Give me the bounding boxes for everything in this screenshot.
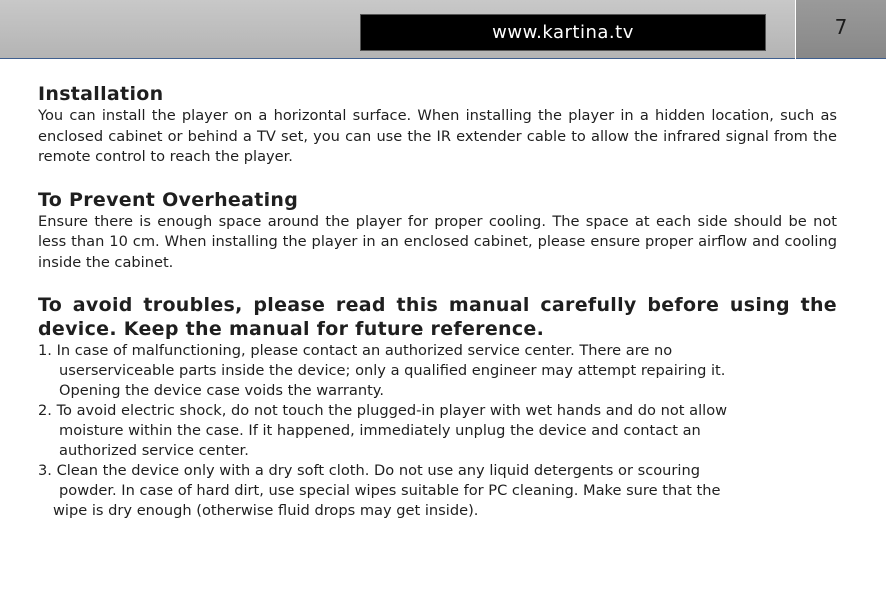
header-bar: [0, 0, 795, 59]
page-content: [38, 82, 837, 521]
list-line: 2. To avoid electric shock, do not touch the plugged-in player with wet hands and do not allow: [38, 402, 728, 419]
installation-heading: Installation: [38, 83, 164, 105]
troubles-heading: To avoid troubles, please read this manual carefully before using the device. Keep the manual for future reference.: [38, 294, 837, 340]
list-line: Opening the device case voids the warranty.: [59, 382, 384, 399]
list-line: authorized service center.: [59, 442, 249, 459]
troubles-section: [38, 293, 837, 521]
list-line: userserviceable parts inside the device; only a qualified engineer may attempt repairing it.: [59, 362, 726, 379]
list-item: [38, 341, 837, 401]
safety-list: [38, 341, 837, 521]
list-line: moisture within the case. If it happened, immediately unplug the device and contact an: [59, 422, 701, 439]
list-line: wipe is dry enough (otherwise fluid drops may get inside).: [53, 502, 479, 519]
overheating-section: [38, 188, 837, 274]
list-line: 1. In case of malfunctioning, please contact an authorized service center. There are no: [38, 342, 673, 359]
list-line: powder. In case of hard dirt, use special wipes suitable for PC cleaning. Make sure that the: [59, 482, 721, 499]
list-item: [38, 461, 837, 521]
installation-text: You can install the player on a horizontal surface. When installing the player in a hidden location, such as enclosed cabinet or behind a TV set, you can use the IR extender cable to allow the infrared signal from the remote control to reach the player.: [38, 107, 837, 165]
list-line: 3. Clean the device only with a dry soft cloth. Do not use any liquid detergents or scouring: [38, 462, 700, 479]
list-item: [38, 401, 837, 461]
overheating-heading: To Prevent Overheating: [38, 188, 299, 211]
overheating-text: Ensure there is enough space around the player for proper cooling. The space at each side should be not less than 10 cm. When installing the player in an enclosed cabinet, please ensure proper airflow and cooling inside the cabinet.: [38, 212, 837, 271]
website-url: www.kartina.tv: [360, 14, 766, 51]
installation-section: [38, 82, 837, 168]
page-number: 7: [796, 0, 886, 59]
